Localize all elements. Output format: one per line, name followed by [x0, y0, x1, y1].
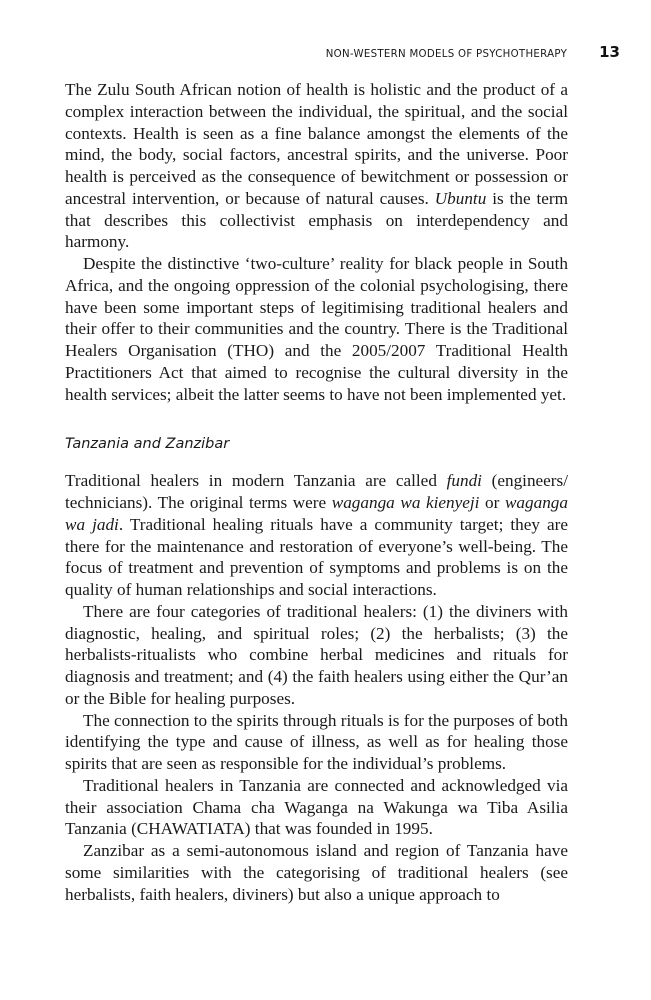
paragraph-text: or — [479, 493, 505, 512]
paragraph-association: Traditional healers in Tanzania are connected and acknowledged via their association Chama cha Waganga na Wakunga wa Tiba Asilia Tanzania (CHAWATIATA) that was founded in 1995. — [65, 775, 568, 839]
section-heading: Tanzania and Zanzibar — [65, 436, 230, 453]
paragraph-text: Traditional healers in modern Tanzania are called — [65, 471, 447, 491]
term-waganga-wa-jadi: waganga wa jadi — [65, 493, 568, 534]
paragraph-spirits: The connection to the spirits through rituals is for the purposes of both identifying the type and cause of illness, as well as for healing those spirits that are seen as responsible for the individual’s problems. — [65, 710, 568, 773]
paragraph-text: The Zulu South African notion of health is holistic and the product of a complex interaction between the individual, the spiritual, and the social contexts. Health is seen as a fine balance amongst the elements of the mind, the body, social factors, ancestral spirits, and the universe. Poor health is perceived as the consequence of bewitchment or possession or ancestral intervention, or because of natural causes. — [65, 80, 568, 208]
paragraph-legitimising: Despite the distinctive ‘two-culture’ reality for black people in South Africa, and the ongoing oppression of the colonial psychologising, there have been some important steps of legitimising traditional healers and their offer to their communities and the country. There is the Traditional Healers Organisation (THO) and the 2005/2007 Traditional Health Practitioners Act that aimed to recognise the cultural diversity in the health services; albeit the latter seems to have not been implemented yet. — [65, 254, 568, 404]
paragraph-tanzania-healers — [65, 470, 568, 601]
running-head: NON-WESTERN MODELS OF PSYCHOTHERAPY — [325, 49, 568, 60]
body-text — [65, 79, 568, 905]
paragraph-text: (engineers/ technicians). The original terms were — [65, 471, 568, 512]
paragraph-zulu-health — [65, 79, 568, 253]
paragraph-text: . Traditional healing rituals have a community target; they are there for the maintenance and restoration of everyone’s well-being. The focus of treatment and prevention of symptoms and problems is on the quality of human relationships and social interactions. — [65, 514, 569, 599]
page-number: 13 — [599, 43, 620, 61]
paragraph-text: is the term that describes this collectivist emphasis on interdependency and harmony. — [65, 188, 568, 252]
paragraph-categories: There are four categories of traditional healers: (1) the diviners with diagnostic, healing, and spiritual roles; (2) the herbalists; (3) the herbalists-ritualists who combine herbal medicines and rituals for diagnosis and treatment; and (4) the faith healers using either the Qur’an or the Bible for healing purposes. — [65, 601, 568, 708]
term-fundi: fundi — [446, 471, 482, 491]
page-header — [326, 43, 620, 61]
term-ubuntu: Ubuntu — [434, 188, 487, 208]
term-waganga-wa-kienyeji: waganga wa kienyeji — [331, 493, 480, 512]
paragraph-zanzibar: Zanzibar as a semi-autonomous island and region of Tanzania have some similarities with the categorising of traditional healers (see herbalists, faith healers, diviners) but also a unique approach to — [65, 841, 568, 904]
